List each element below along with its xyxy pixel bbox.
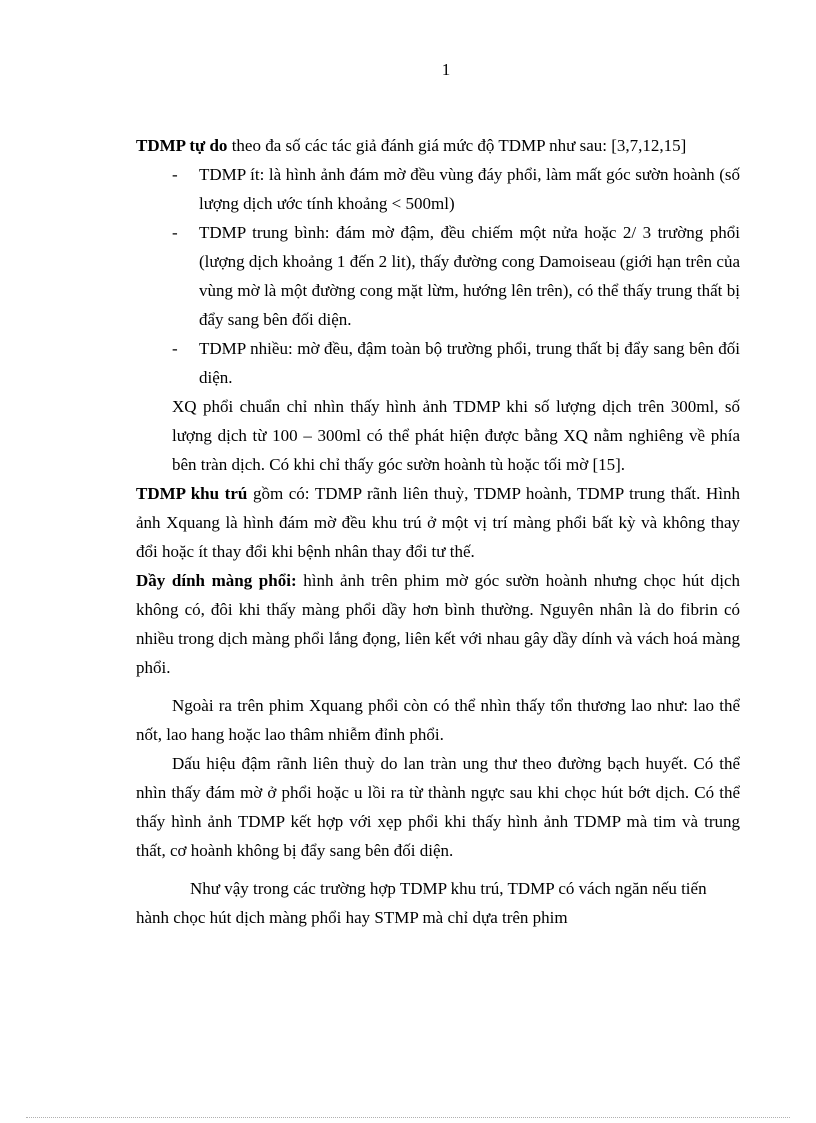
bullet-marker: -	[172, 339, 178, 358]
bullet-marker: -	[172, 165, 178, 184]
paragraph-text: theo đa số các tác giả đánh giá mức độ TDMP như sau: [3,7,12,15]	[227, 136, 687, 155]
paragraph-tuberculosis: Ngoài ra trên phim Xquang phổi còn có thể nhìn thấy tổn thương lao như: lao thể nốt, lao hang hoặc lao thâm nhiễm đỉnh phổi.	[136, 696, 740, 744]
paragraph-text: gồm có: TDMP rãnh liên thuỳ, TDMP hoành, TDMP trung thất. Hình ảnh Xquang là hình đám mờ đều khu trú ở một vị trí màng phổi bất kỳ và không thay đổi hoặc ít thay đổi khi bệnh nhân thay đổi tư thế.	[136, 484, 741, 561]
list-item-text: TDMP nhiều: mờ đều, đậm toàn bộ trường phổi, trung thất bị đẩy sang bên đối diện.	[199, 339, 740, 387]
document-body	[136, 131, 740, 932]
page-number: 1	[441, 60, 451, 79]
list-item	[136, 218, 740, 334]
paragraph-pleural-thickening	[136, 566, 740, 682]
list-item	[136, 334, 740, 392]
paragraph-localized-effusion	[136, 479, 740, 566]
bullet-marker: -	[172, 223, 178, 242]
term-localized-effusion: TDMP khu trú	[136, 484, 248, 503]
footer-divider	[26, 1117, 790, 1118]
paragraph-conclusion: Như vậy trong các trường hợp TDMP khu trú, TDMP có vách ngăn nếu tiến hành chọc hút dịch màng phổi hay STMP mà chỉ dựa trên phim	[136, 879, 707, 927]
term-pleural-thickening: Dầy dính màng phổi:	[136, 571, 297, 590]
effusion-grade-list	[136, 160, 740, 392]
paragraph-text: hình ảnh trên phim mờ góc sườn hoành nhưng chọc hút dịch không có, đôi khi thấy màng phổi dầy hơn bình thường. Nguyên nhân là do fibrin có nhiều trong dịch màng phổi lắng đọng, liên kết với nhau gây dầy dính và vách hoá màng phổi.	[136, 571, 740, 677]
paragraph-free-effusion	[136, 131, 740, 160]
list-item-text: TDMP ít: là hình ảnh đám mờ đều vùng đáy phổi, làm mất góc sườn hoành (số lượng dịch ước tính khoảng < 500ml)	[199, 165, 740, 213]
list-item-text: TDMP trung bình: đám mờ đậm, đều chiếm một nửa hoặc 2/ 3 trường phổi (lượng dịch khoảng 1 đến 2 lit), thấy đường cong Damoiseau (giới hạn trên của vùng mờ là một đường cong mặt lừm, hướng lên trên), có thể thấy trung thất bị đẩy sang bên đối diện.	[199, 223, 740, 329]
paragraph-lymphatic-sign: Dấu hiệu đậm rãnh liên thuỳ do lan tràn ung thư theo đường bạch huyết. Có thể nhìn thấy đám mờ ở phổi hoặc u lồi ra từ thành ngực sau khi chọc hút bớt dịch. Có thể thấy hình ảnh TDMP kết hợp với xẹp phổi khi thấy hình ảnh TDMP mà tim và trung thất, cơ hoành không bị đẩy sang bên đối diện.	[136, 754, 740, 860]
paragraph-xq: XQ phổi chuẩn chỉ nhìn thấy hình ảnh TDMP khi số lượng dịch trên 300ml, số lượng dịch từ 100 – 300ml có thể phát hiện được bằng XQ nằm nghiêng về phía bên tràn dịch. Có khi chỉ thấy góc sườn hoành tù hoặc tối mờ [15].	[172, 397, 740, 474]
term-free-effusion: TDMP tự do	[136, 136, 228, 155]
list-item	[136, 160, 740, 218]
